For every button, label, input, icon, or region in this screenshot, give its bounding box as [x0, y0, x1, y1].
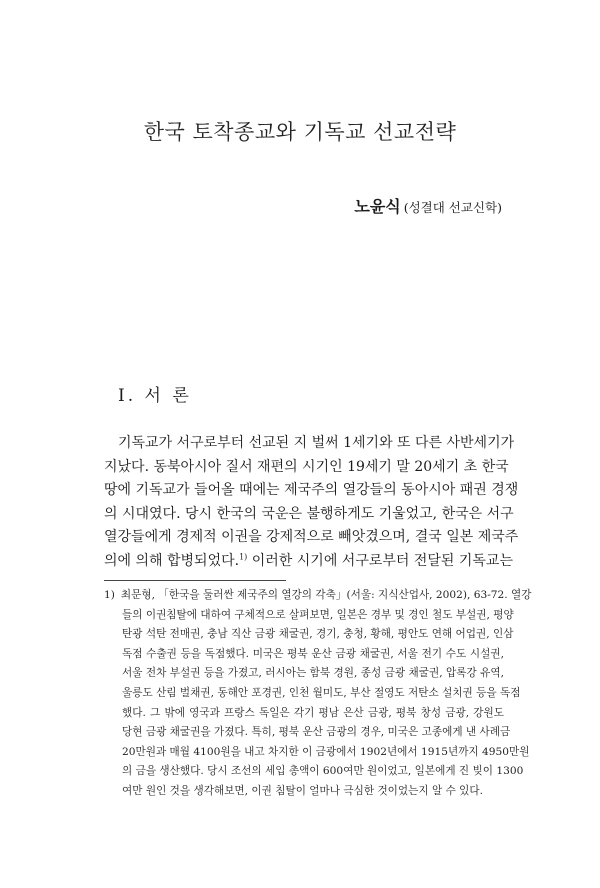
footnote-line: 독점 수출권 등을 독점했다. 미국은 평북 운산 금광 채굴권, 서울 전기 수도 시설권, [122, 647, 504, 660]
body-line-part: 의에 의해 합병되었다. [104, 552, 240, 569]
footnote-line: 했다. 그 밖에 영국과 프랑스 독일은 각기 평남 은산 금광, 평북 창성 금광, 강원도 [122, 706, 504, 719]
footnote-line [104, 586, 532, 606]
footnote-line-text: 최문형, 「한국을 둘러싼 제국주의 열강의 각축」(서울: 지식산업사, 2002), 63-72. 열강 [120, 589, 532, 601]
footnote [104, 586, 532, 802]
footnote-divider [104, 580, 286, 581]
footnote-line: 탄광 석탄 전매권, 충남 직산 금광 채굴권, 경기, 충청, 황해, 평안도 연해 어업권, 인삼 [122, 628, 514, 641]
footnote-line: 의 금을 생산했다. 당시 조선의 세입 총액이 600여만 원이었고, 일본에게 진 빚이 1300 [122, 765, 524, 778]
section-heading: I. 서 론 [118, 386, 192, 406]
body-line: 열강들에게 경제적 이권을 강제적으로 빼앗겼으며, 결국 일본 제국주 [104, 529, 519, 546]
body-line-last [104, 550, 513, 574]
body-line: 의 시대였다. 당시 한국의 국운은 불행하게도 기울었고, 한국은 서구 [104, 505, 514, 522]
author-name: 노윤식 [354, 197, 401, 216]
author-line [354, 194, 502, 217]
footnote-line: 울릉도 산림 벌채권, 동해안 포경권, 인천 월미도, 부산 절영도 저탄소 설치권 등을 독점 [122, 686, 521, 699]
footnote-line: 들의 이권침탈에 대하여 구체적으로 살펴보면, 일본은 경부 및 경인 철도 부설권, 평양 [122, 608, 514, 621]
footnote-marker: 1) [104, 589, 115, 601]
footnote-line: 서울 전차 부설권 등을 가졌고, 러시아는 함북 경원, 종성 금광 채굴권, 압록강 유역, [122, 667, 504, 680]
footnote-reference[interactable]: 1) [239, 552, 248, 562]
author-affiliation: (성결대 선교신학) [403, 200, 502, 215]
body-line: 기독교가 서구로부터 선교된 지 벌써 1세기와 또 다른 사반세기가 [118, 435, 515, 451]
footnote-line: 여만 원인 것을 생각해보면, 이권 침탈이 얼마나 극심한 것이었는지 알 수 있다. [122, 784, 484, 797]
body-line-part: 이러한 시기에 서구로부터 전달된 기독교는 [251, 552, 513, 569]
body-paragraph [104, 432, 519, 574]
body-line: 지났다. 동북아시아 질서 재편의 시기인 19세기 말 20세기 초 한국 [104, 458, 509, 475]
body-line: 땅에 기독교가 들어올 때에는 제국주의 열강들의 동아시아 패권 경쟁 [104, 482, 519, 499]
footnote-line: 20만원과 매월 4100원을 내고 차지한 이 금광에서 1902년에서 1915년까지 4950만원 [122, 745, 530, 758]
paper-title: 한국 토착종교와 기독교 선교전략 [143, 120, 457, 144]
footnote-line: 당현 금광 채굴권을 가졌다. 특히, 평북 운산 금광의 경우, 미국은 고종에게 낸 사례금 [122, 726, 511, 739]
